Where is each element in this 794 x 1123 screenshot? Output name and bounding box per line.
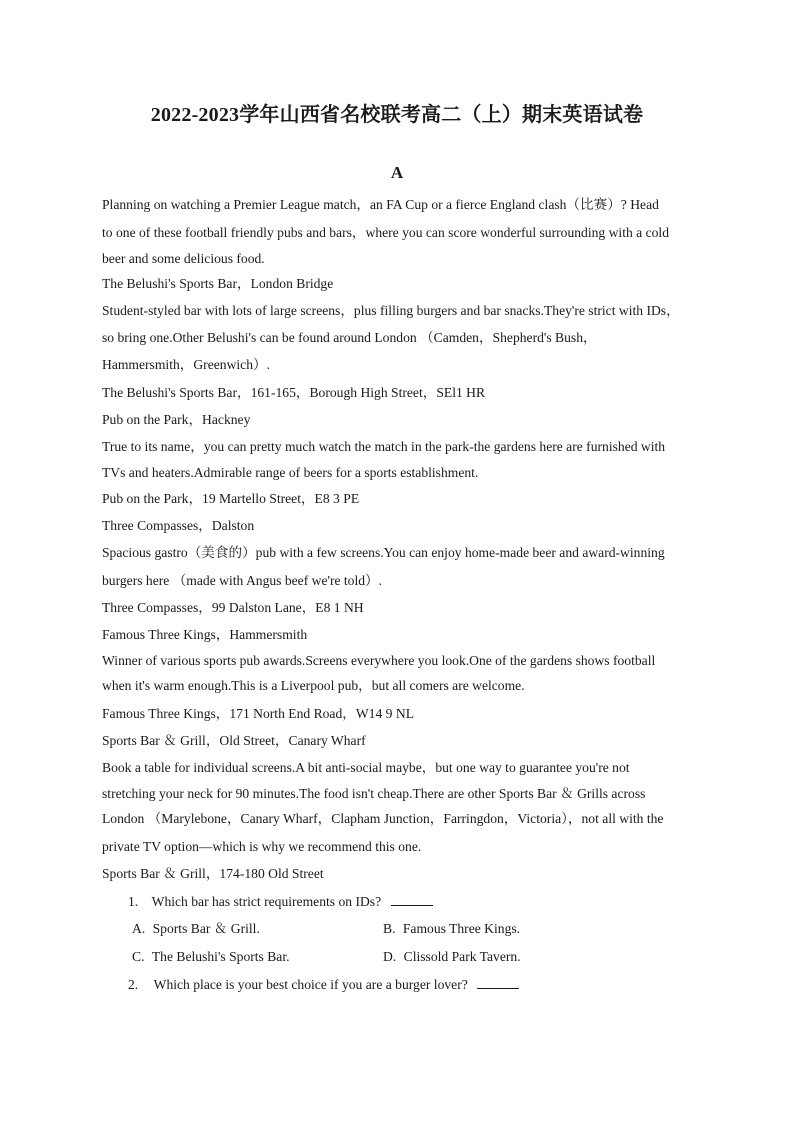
venue-address: The Belushi's Sports Bar，161-165，Borough High Street，SEl1 HR xyxy=(102,385,486,400)
passage-line: so bring one.Other Belushi's can be found around London （Camden，Shepherd's Bush， xyxy=(102,330,597,345)
passage-line: to one of these football friendly pubs and bars，where you can score wonderful surrounding with a cold xyxy=(102,225,670,240)
passage-line: private TV option—which is why we recommend this one. xyxy=(102,839,422,854)
answer-blank[interactable] xyxy=(391,893,433,906)
passage-line: Winner of various sports pub awards.Screens everywhere you look.One of the gardens shows football xyxy=(102,653,656,668)
page-title: 2022-2023学年山西省名校联考高二（上）期末英语试卷 xyxy=(150,104,644,126)
option-c[interactable]: C. The Belushi's Sports Bar. xyxy=(132,949,290,964)
passage-line: when it's warm enough.This is a Liverpool pub，but all comers are welcome. xyxy=(102,678,525,693)
venue-address: Three Compasses，99 Dalston Lane，E8 1 NH xyxy=(102,600,364,615)
question-text: Which place is your best choice if you are a burger lover? xyxy=(153,977,468,992)
passage-line: London （Marylebone，Canary Wharf，Clapham Junction，Farringdon，Victoria），not all with the xyxy=(102,811,664,826)
venue-address: Famous Three Kings，171 North End Road，W14 9 NL xyxy=(102,706,414,721)
option-b[interactable]: B. Famous Three Kings. xyxy=(383,921,521,936)
venue-name: Sports Bar ＆ Grill，Old Street，Canary Wharf xyxy=(102,733,366,748)
answer-blank[interactable] xyxy=(477,976,519,989)
passage-line: True to its name，you can pretty much watch the match in the park-the gardens here are furnished with xyxy=(102,439,666,454)
passage-line: Book a table for individual screens.A bit anti-social maybe，but one way to guarantee you're not xyxy=(102,760,630,775)
venue-name: Three Compasses，Dalston xyxy=(102,518,255,533)
passage-line: Planning on watching a Premier League match，an FA Cup or a fierce England clash（比赛）? Head xyxy=(102,197,659,212)
passage-line: beer and some delicious food. xyxy=(102,251,265,266)
venue-name: Pub on the Park，Hackney xyxy=(102,412,251,427)
passage-line: TVs and heaters.Admirable range of beers for a sports establishment. xyxy=(102,465,479,480)
venue-name: Famous Three Kings，Hammersmith xyxy=(102,627,308,642)
passage-line: Student-styled bar with lots of large screens，plus filling burgers and bar snacks.They're strict with IDs， xyxy=(102,303,680,318)
option-a[interactable]: A. Sports Bar ＆ Grill. xyxy=(132,921,260,936)
passage-line: burgers here （made with Angus beef we're told）. xyxy=(102,573,383,588)
venue-name: The Belushi's Sports Bar，London Bridge xyxy=(102,276,334,291)
passage-line: stretching your neck for 90 minutes.The food isn't cheap.There are other Sports Bar ＆ Grills across xyxy=(102,786,646,801)
question-number: 2. xyxy=(128,977,139,992)
passage-line: Spacious gastro（美食的）pub with a few screens.You can enjoy home-made beer and award-winning xyxy=(102,545,665,560)
question-text: Which bar has strict requirements on IDs? xyxy=(151,894,382,909)
passage-line: Hammersmith，Greenwich）. xyxy=(102,357,270,372)
venue-address: Sports Bar ＆ Grill，174-180 Old Street xyxy=(102,866,324,881)
venue-address: Pub on the Park，19 Martello Street，E8 3 PE xyxy=(102,491,360,506)
question-number: 1. xyxy=(128,894,139,909)
option-d[interactable]: D. Clissold Park Tavern. xyxy=(383,949,521,964)
question-stem xyxy=(128,976,519,994)
question-stem xyxy=(128,893,433,911)
section-heading: A xyxy=(390,163,404,182)
